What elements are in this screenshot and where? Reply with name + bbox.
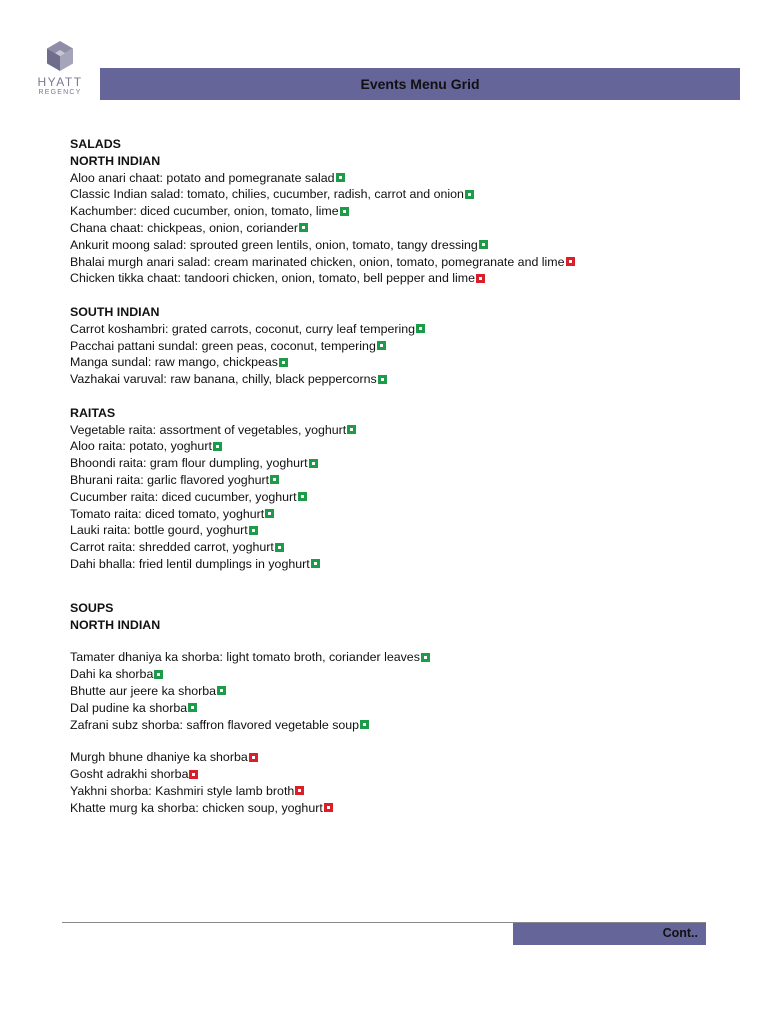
menu-item-text: Bhurani raita: garlic flavored yoghurt — [70, 472, 270, 487]
menu-item-text: Kachumber: diced cucumber, onion, tomato, lime — [70, 204, 339, 219]
menu-item-text: Murgh bhune dhaniye ka shorba — [70, 750, 248, 765]
menu-item-text: Dal pudine ka shorba — [70, 700, 188, 715]
menu-item-text: Cucumber raita: diced cucumber, yoghurt — [70, 489, 297, 504]
menu-item-text: Gosht adrakhi shorba — [70, 767, 189, 782]
soups-veg-list — [70, 649, 730, 733]
menu-item — [70, 749, 730, 766]
menu-item — [70, 766, 730, 783]
menu-item — [70, 472, 730, 489]
menu-item-text: Bhoondi raita: gram flour dumpling, yoghurt — [70, 456, 308, 471]
menu-item-text: Bhutte aur jeere ka shorba — [70, 683, 217, 698]
veg-indicator-icon — [275, 543, 284, 552]
menu-item — [70, 783, 730, 800]
veg-indicator-icon — [421, 653, 430, 662]
menu-item — [70, 717, 730, 734]
menu-item-text: Dahi bhalla: fried lentil dumplings in yoghurt — [70, 556, 310, 571]
menu-item — [70, 649, 730, 666]
veg-indicator-icon — [213, 442, 222, 451]
menu-item — [70, 422, 730, 439]
veg-indicator-icon — [311, 559, 320, 568]
menu-item-text: Aloo raita: potato, yoghurt — [70, 439, 212, 454]
menu-item-text: Dahi ka shorba — [70, 667, 154, 682]
menu-item-text: Chicken tikka chaat: tandoori chicken, onion, tomato, bell pepper and lime — [70, 271, 475, 286]
veg-indicator-icon — [265, 509, 274, 518]
menu-item-text: Bhalai murgh anari salad: cream marinated chicken, onion, tomato, pomegranate and lime — [70, 254, 565, 269]
veg-indicator-icon — [270, 475, 279, 484]
menu-item — [70, 237, 730, 254]
salads-north-list — [70, 170, 730, 288]
section-heading-soups: SOUPS — [70, 600, 114, 615]
veg-indicator-icon — [416, 324, 425, 333]
menu-item — [70, 455, 730, 472]
veg-indicator-icon — [249, 526, 258, 535]
veg-indicator-icon — [154, 670, 163, 679]
menu-item — [70, 522, 730, 539]
menu-item — [70, 371, 730, 388]
veg-indicator-icon — [298, 492, 307, 501]
menu-item-text: Zafrani subz shorba: saffron flavored vegetable soup — [70, 717, 360, 732]
menu-item — [70, 666, 730, 683]
veg-indicator-icon — [378, 375, 387, 384]
menu-item — [70, 203, 730, 220]
menu-item-text: Tamater dhaniya ka shorba: light tomato broth, coriander leaves — [70, 650, 420, 665]
menu-item-text: Classic Indian salad: tomato, chilies, cucumber, radish, carrot and onion — [70, 187, 464, 202]
brand-name: HYATT — [37, 75, 83, 89]
menu-item — [70, 270, 730, 287]
hyatt-cube-icon — [45, 40, 75, 72]
menu-item — [70, 170, 730, 187]
nonveg-indicator-icon — [189, 770, 198, 779]
menu-item — [70, 438, 730, 455]
menu-item-text: Chana chaat: chickpeas, onion, coriander — [70, 220, 298, 235]
menu-item-text: Manga sundal: raw mango, chickpeas — [70, 355, 279, 370]
menu-item — [70, 321, 730, 338]
menu-item — [70, 220, 730, 237]
menu-content — [70, 136, 730, 816]
menu-item — [70, 700, 730, 717]
veg-indicator-icon — [279, 358, 288, 367]
page-title: Events Menu Grid — [100, 68, 740, 100]
nonveg-indicator-icon — [566, 257, 575, 266]
menu-item — [70, 556, 730, 573]
menu-item-text: Yakhni shorba: Kashmiri style lamb broth — [70, 783, 295, 798]
continued-label: Cont.. — [513, 923, 706, 945]
veg-indicator-icon — [347, 425, 356, 434]
menu-item — [70, 338, 730, 355]
menu-item-text: Pacchai pattani sundal: green peas, coconut, tempering — [70, 338, 376, 353]
veg-indicator-icon — [340, 207, 349, 216]
soups-nonveg-list — [70, 749, 730, 816]
menu-item — [70, 254, 730, 271]
nonveg-indicator-icon — [324, 803, 333, 812]
menu-item-text: Lauki raita: bottle gourd, yoghurt — [70, 523, 248, 538]
veg-indicator-icon — [217, 686, 226, 695]
veg-indicator-icon — [465, 190, 474, 199]
veg-indicator-icon — [309, 459, 318, 468]
brand-sub: REGENCY — [38, 89, 82, 96]
menu-item-text: Carrot raita: shredded carrot, yoghurt — [70, 540, 274, 555]
nonveg-indicator-icon — [249, 753, 258, 762]
menu-item-text: Aloo anari chaat: potato and pomegranate salad — [70, 170, 335, 185]
menu-item — [70, 354, 730, 371]
menu-item — [70, 489, 730, 506]
menu-item — [70, 539, 730, 556]
menu-item-text: Ankurit moong salad: sprouted green lentils, onion, tomato, tangy dressing — [70, 237, 478, 252]
subheading-salads-north-indian: NORTH INDIAN — [70, 153, 161, 168]
subheading-salads-south-indian: SOUTH INDIAN — [70, 304, 160, 319]
nonveg-indicator-icon — [295, 786, 304, 795]
section-heading-raitas: RAITAS — [70, 405, 116, 420]
veg-indicator-icon — [188, 703, 197, 712]
menu-item-text: Vazhakai varuval: raw banana, chilly, black peppercorns — [70, 372, 377, 387]
menu-item — [70, 683, 730, 700]
raitas-list — [70, 422, 730, 573]
veg-indicator-icon — [299, 223, 308, 232]
veg-indicator-icon — [479, 240, 488, 249]
veg-indicator-icon — [336, 173, 345, 182]
menu-item-text: Khatte murg ka shorba: chicken soup, yoghurt — [70, 800, 323, 815]
veg-indicator-icon — [360, 720, 369, 729]
menu-item — [70, 800, 730, 817]
menu-item-text: Vegetable raita: assortment of vegetables, yoghurt — [70, 422, 347, 437]
menu-item-text: Carrot koshambri: grated carrots, coconut, curry leaf tempering — [70, 321, 416, 336]
menu-item — [70, 186, 730, 203]
veg-indicator-icon — [377, 341, 386, 350]
menu-item-text: Tomato raita: diced tomato, yoghurt — [70, 506, 265, 521]
subheading-soups-north-indian: NORTH INDIAN — [70, 617, 161, 632]
hyatt-logo — [30, 40, 90, 97]
salads-south-list — [70, 321, 730, 388]
nonveg-indicator-icon — [476, 274, 485, 283]
menu-item — [70, 506, 730, 523]
section-heading-salads: SALADS — [70, 137, 121, 151]
